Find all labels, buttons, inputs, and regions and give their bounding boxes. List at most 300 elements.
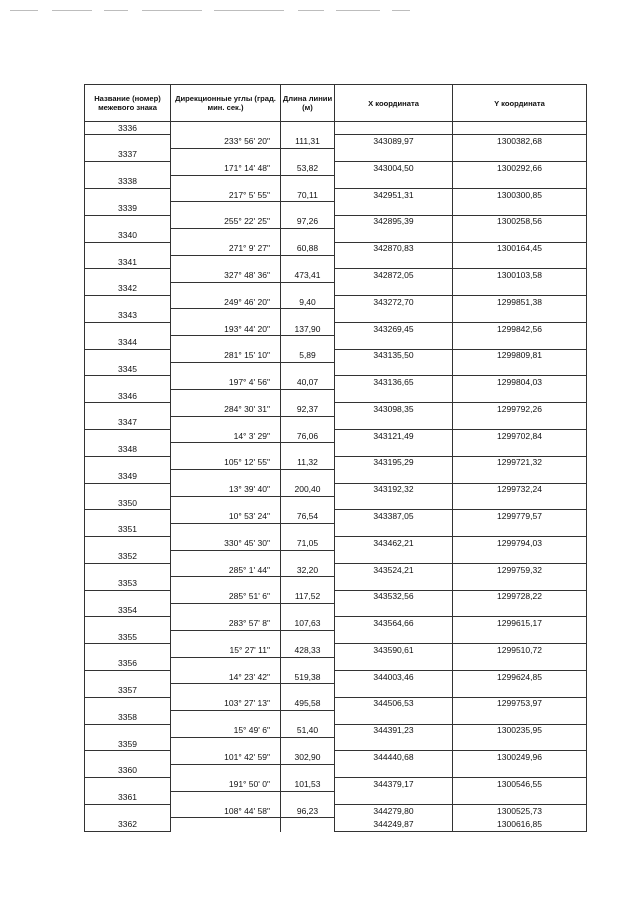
table-row [85, 443, 587, 456]
coordinate-table [84, 84, 587, 832]
point-name: 3337 [85, 148, 171, 161]
point-x: 342870,83 [335, 242, 453, 255]
segment-length: 71,05 [281, 537, 335, 550]
point-name: 3349 [85, 470, 171, 483]
segment-length: 117,52 [281, 590, 335, 603]
empty-cell [281, 122, 335, 135]
segment-angle: 191° 50' 0" [171, 778, 281, 791]
empty-cell [453, 148, 587, 161]
point-x: 343192,32 [335, 483, 453, 496]
empty-cell [171, 470, 281, 483]
empty-cell [171, 336, 281, 349]
table-row [85, 255, 587, 268]
point-x: 344279,80 [335, 804, 453, 817]
segment-angle: 197° 4' 56" [171, 376, 281, 389]
empty-cell [171, 443, 281, 456]
empty-cell [453, 282, 587, 295]
segment-angle: 15° 27' 11" [171, 644, 281, 657]
point-name: 3357 [85, 684, 171, 697]
point-name: 3350 [85, 496, 171, 509]
segment-length: 137,90 [281, 322, 335, 335]
empty-cell [335, 389, 453, 402]
segment-angle: 108° 44' 58" [171, 804, 281, 817]
table-row [85, 229, 587, 242]
table-row [85, 617, 587, 630]
segment-length: 495,58 [281, 697, 335, 710]
segment-angle: 330° 45' 30" [171, 537, 281, 550]
table-row [85, 296, 587, 309]
table-row [85, 751, 587, 764]
empty-cell [335, 282, 453, 295]
empty-cell [85, 537, 171, 550]
point-name: 3361 [85, 791, 171, 804]
point-name: 3352 [85, 550, 171, 563]
empty-cell [281, 389, 335, 402]
empty-cell [281, 309, 335, 322]
point-x: 343121,49 [335, 429, 453, 442]
empty-cell [281, 229, 335, 242]
point-name: 3345 [85, 363, 171, 376]
segment-angle: 285° 1' 44" [171, 563, 281, 576]
empty-cell [171, 122, 281, 135]
empty-cell [85, 724, 171, 737]
empty-cell [281, 363, 335, 376]
table-row [85, 135, 587, 148]
empty-cell [335, 363, 453, 376]
segment-angle: 284° 30' 31" [171, 403, 281, 416]
coordinate-table-sheet [84, 84, 586, 832]
empty-cell [85, 376, 171, 389]
empty-cell [171, 791, 281, 804]
point-name: 3358 [85, 711, 171, 724]
empty-cell [453, 175, 587, 188]
point-name: 3341 [85, 255, 171, 268]
empty-cell [171, 550, 281, 563]
empty-cell [85, 778, 171, 791]
empty-cell [335, 309, 453, 322]
point-y: 1299842,56 [453, 322, 587, 335]
point-y: 1299753,97 [453, 697, 587, 710]
empty-cell [85, 751, 171, 764]
empty-cell [335, 684, 453, 697]
empty-cell [85, 135, 171, 148]
table-row [85, 818, 587, 831]
point-y: 1300292,66 [453, 162, 587, 175]
empty-cell [453, 737, 587, 750]
empty-cell [335, 711, 453, 724]
segment-length: 428,33 [281, 644, 335, 657]
empty-cell [453, 630, 587, 643]
point-name: 3355 [85, 630, 171, 643]
empty-cell [453, 604, 587, 617]
empty-cell [85, 403, 171, 416]
segment-angle: 14° 3' 29" [171, 429, 281, 442]
segment-length: 473,41 [281, 269, 335, 282]
segment-angle: 285° 51' 6" [171, 590, 281, 603]
empty-cell [335, 523, 453, 536]
table-row [85, 577, 587, 590]
table-body [85, 122, 587, 832]
point-name: 3338 [85, 175, 171, 188]
empty-cell [453, 416, 587, 429]
empty-cell [85, 322, 171, 335]
point-x: 343272,70 [335, 296, 453, 309]
empty-cell [171, 148, 281, 161]
point-name: 3359 [85, 737, 171, 750]
point-x: 343564,66 [335, 617, 453, 630]
table-row [85, 363, 587, 376]
empty-cell [85, 483, 171, 496]
segment-length: 53,82 [281, 162, 335, 175]
empty-cell [335, 550, 453, 563]
empty-cell [85, 590, 171, 603]
empty-cell [281, 550, 335, 563]
empty-cell [453, 577, 587, 590]
empty-cell [335, 336, 453, 349]
point-name: 3347 [85, 416, 171, 429]
point-x: 344506,53 [335, 697, 453, 710]
point-y: 1299728,22 [453, 590, 587, 603]
empty-cell [335, 577, 453, 590]
empty-cell [171, 577, 281, 590]
empty-cell [85, 617, 171, 630]
point-x: 343462,21 [335, 537, 453, 550]
empty-cell [85, 671, 171, 684]
table-row [85, 657, 587, 670]
empty-cell [453, 122, 587, 135]
segment-angle: 14° 23' 42" [171, 671, 281, 684]
table-row [85, 537, 587, 550]
point-y: 1300382,68 [453, 135, 587, 148]
empty-cell [281, 255, 335, 268]
empty-cell [335, 122, 453, 135]
empty-cell [335, 657, 453, 670]
table-row [85, 148, 587, 161]
table-row [85, 496, 587, 509]
point-x: 343098,35 [335, 403, 453, 416]
table-row [85, 282, 587, 295]
point-name: 3340 [85, 229, 171, 242]
point-y: 1300164,45 [453, 242, 587, 255]
table-row [85, 175, 587, 188]
segment-length: 40,07 [281, 376, 335, 389]
table-row [85, 122, 587, 135]
table-row [85, 416, 587, 429]
point-name: 3344 [85, 336, 171, 349]
empty-cell [85, 162, 171, 175]
segment-length: 101,53 [281, 778, 335, 791]
point-y: 1299624,85 [453, 671, 587, 684]
table-row [85, 322, 587, 335]
empty-cell [453, 523, 587, 536]
point-x: 343089,97 [335, 135, 453, 148]
segment-length: 92,37 [281, 403, 335, 416]
point-x: 344003,46 [335, 671, 453, 684]
empty-cell [281, 523, 335, 536]
segment-length: 107,63 [281, 617, 335, 630]
empty-cell [453, 684, 587, 697]
empty-cell [281, 175, 335, 188]
empty-cell [85, 215, 171, 228]
point-name: 3362 [85, 818, 171, 831]
empty-cell [171, 416, 281, 429]
empty-cell [453, 791, 587, 804]
table-row [85, 563, 587, 576]
point-x: 344391,23 [335, 724, 453, 737]
empty-cell [281, 336, 335, 349]
table-row [85, 429, 587, 442]
empty-cell [85, 510, 171, 523]
empty-cell [171, 496, 281, 509]
table-row [85, 523, 587, 536]
point-name: 3336 [85, 122, 171, 135]
empty-cell [171, 282, 281, 295]
empty-cell [335, 175, 453, 188]
table-row [85, 510, 587, 523]
empty-cell [453, 550, 587, 563]
table-row [85, 242, 587, 255]
empty-cell [335, 202, 453, 215]
point-y: 1299851,38 [453, 296, 587, 309]
empty-cell [171, 389, 281, 402]
point-x: 343269,45 [335, 322, 453, 335]
empty-cell [171, 523, 281, 536]
empty-cell [453, 202, 587, 215]
empty-cell [281, 202, 335, 215]
empty-cell [453, 389, 587, 402]
empty-cell [85, 269, 171, 282]
segment-length: 111,31 [281, 135, 335, 148]
segment-length: 96,23 [281, 804, 335, 817]
segment-length: 11,32 [281, 456, 335, 469]
table-row [85, 764, 587, 777]
empty-cell [281, 657, 335, 670]
empty-cell [171, 630, 281, 643]
empty-cell [335, 416, 453, 429]
point-y: 1300249,96 [453, 751, 587, 764]
point-name: 3339 [85, 202, 171, 215]
header-y: Y координата [453, 85, 587, 122]
point-y: 1299779,57 [453, 510, 587, 523]
segment-length: 70,11 [281, 188, 335, 201]
empty-cell [453, 764, 587, 777]
point-name: 3360 [85, 764, 171, 777]
empty-cell [85, 429, 171, 442]
segment-angle: 283° 57' 8" [171, 617, 281, 630]
empty-cell [85, 697, 171, 710]
point-name: 3353 [85, 577, 171, 590]
point-name: 3348 [85, 443, 171, 456]
point-x: 343532,56 [335, 590, 453, 603]
empty-cell [453, 470, 587, 483]
table-row [85, 470, 587, 483]
empty-cell [335, 255, 453, 268]
empty-cell [335, 791, 453, 804]
table-row [85, 403, 587, 416]
point-x: 343524,21 [335, 563, 453, 576]
segment-angle: 193° 44' 20" [171, 322, 281, 335]
point-y: 1300546,55 [453, 778, 587, 791]
empty-cell [171, 818, 281, 831]
table-row [85, 804, 587, 817]
empty-cell [281, 764, 335, 777]
point-y: 1299615,17 [453, 617, 587, 630]
table-row [85, 684, 587, 697]
empty-cell [281, 282, 335, 295]
header-length: Длина линии (м) [281, 85, 335, 122]
table-row [85, 309, 587, 322]
point-y: 1300258,56 [453, 215, 587, 228]
empty-cell [453, 309, 587, 322]
empty-cell [171, 309, 281, 322]
table-row [85, 188, 587, 201]
empty-cell [335, 470, 453, 483]
table-row [85, 215, 587, 228]
point-x: 342872,05 [335, 269, 453, 282]
point-y: 1299510,72 [453, 644, 587, 657]
point-y: 1300103,58 [453, 269, 587, 282]
table-row [85, 697, 587, 710]
segment-angle: 255° 22' 25" [171, 215, 281, 228]
point-x: 343136,65 [335, 376, 453, 389]
empty-cell [171, 175, 281, 188]
empty-cell [281, 684, 335, 697]
table-row [85, 630, 587, 643]
point-y: 1300525,73 [453, 804, 587, 817]
point-y: 1299794,03 [453, 537, 587, 550]
segment-length: 5,89 [281, 349, 335, 362]
empty-cell [453, 336, 587, 349]
point-y: 1300616,85 [453, 818, 587, 831]
segment-length: 9,40 [281, 296, 335, 309]
empty-cell [281, 443, 335, 456]
empty-cell [281, 630, 335, 643]
empty-cell [335, 630, 453, 643]
empty-cell [453, 255, 587, 268]
point-x: 342951,31 [335, 188, 453, 201]
point-y: 1299702,84 [453, 429, 587, 442]
segment-angle: 271° 9' 27" [171, 242, 281, 255]
segment-length: 76,06 [281, 429, 335, 442]
table-row [85, 671, 587, 684]
table-row [85, 737, 587, 750]
segment-length: 76,54 [281, 510, 335, 523]
segment-angle: 217° 5' 55" [171, 188, 281, 201]
point-x: 343590,61 [335, 644, 453, 657]
empty-cell [281, 470, 335, 483]
empty-cell [171, 657, 281, 670]
table-row [85, 724, 587, 737]
segment-angle: 171° 14' 48" [171, 162, 281, 175]
empty-cell [335, 443, 453, 456]
segment-length: 60,88 [281, 242, 335, 255]
point-x: 344379,17 [335, 778, 453, 791]
point-x: 343004,50 [335, 162, 453, 175]
empty-cell [85, 296, 171, 309]
table-row [85, 604, 587, 617]
point-y: 1300300,85 [453, 188, 587, 201]
point-x: 343387,05 [335, 510, 453, 523]
empty-cell [171, 684, 281, 697]
table-row [85, 778, 587, 791]
table-row [85, 349, 587, 362]
empty-cell [281, 604, 335, 617]
empty-cell [281, 711, 335, 724]
empty-cell [281, 148, 335, 161]
empty-cell [453, 496, 587, 509]
segment-length: 200,40 [281, 483, 335, 496]
empty-cell [85, 242, 171, 255]
segment-angle: 327° 48' 36" [171, 269, 281, 282]
segment-length: 32,20 [281, 563, 335, 576]
empty-cell [335, 737, 453, 750]
segment-angle: 15° 49' 6" [171, 724, 281, 737]
segment-angle: 233° 56' 20" [171, 135, 281, 148]
empty-cell [171, 737, 281, 750]
segment-angle: 281° 15' 10" [171, 349, 281, 362]
empty-cell [453, 711, 587, 724]
segment-length: 302,90 [281, 751, 335, 764]
empty-cell [281, 416, 335, 429]
table-row [85, 711, 587, 724]
point-name: 3354 [85, 604, 171, 617]
table-row [85, 376, 587, 389]
empty-cell [453, 657, 587, 670]
point-y: 1299721,32 [453, 456, 587, 469]
table-row [85, 336, 587, 349]
point-y: 1299732,24 [453, 483, 587, 496]
point-name: 3351 [85, 523, 171, 536]
point-y: 1299809,81 [453, 349, 587, 362]
table-row [85, 550, 587, 563]
empty-cell [335, 229, 453, 242]
empty-cell [335, 148, 453, 161]
point-x: 342895,39 [335, 215, 453, 228]
empty-cell [281, 791, 335, 804]
point-x: 343135,50 [335, 349, 453, 362]
header-x: X координата [335, 85, 453, 122]
empty-cell [335, 496, 453, 509]
empty-cell [335, 764, 453, 777]
table-row [85, 389, 587, 402]
segment-angle: 103° 27' 13" [171, 697, 281, 710]
table-header-row [85, 85, 587, 122]
segment-angle: 249° 46' 20" [171, 296, 281, 309]
table-row [85, 202, 587, 215]
header-name: Название (номер) межевого знака [85, 85, 171, 122]
empty-cell [171, 604, 281, 617]
empty-cell [85, 456, 171, 469]
empty-cell [171, 764, 281, 777]
point-x: 344440,68 [335, 751, 453, 764]
header-angle: Дирекционные углы (град. мин. сек.) [171, 85, 281, 122]
segment-angle: 10° 53' 24" [171, 510, 281, 523]
empty-cell [85, 563, 171, 576]
scan-artifact [0, 10, 640, 12]
empty-cell [85, 644, 171, 657]
empty-cell [85, 188, 171, 201]
segment-length: 519,38 [281, 671, 335, 684]
point-y: 1299804,03 [453, 376, 587, 389]
empty-cell [281, 818, 335, 831]
point-y: 1300235,95 [453, 724, 587, 737]
empty-cell [171, 202, 281, 215]
empty-cell [171, 711, 281, 724]
point-y: 1299759,32 [453, 563, 587, 576]
point-x: 344249,87 [335, 818, 453, 831]
point-name: 3343 [85, 309, 171, 322]
empty-cell [281, 577, 335, 590]
